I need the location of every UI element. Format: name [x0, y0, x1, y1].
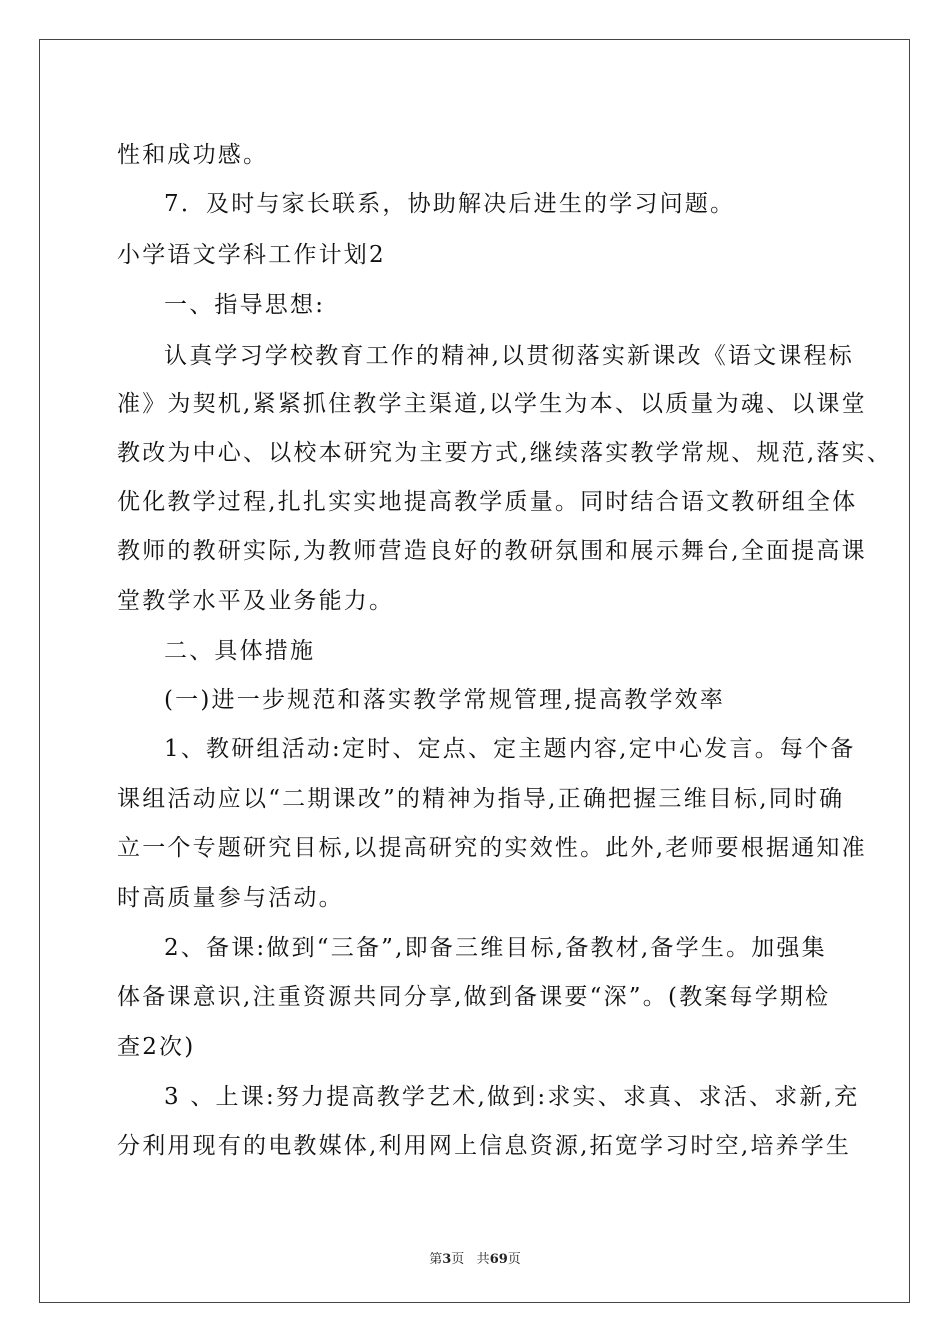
text-line: 准》为契机,紧紧抓住教学主渠道,以学生为本、以质量为魂、以课堂 [117, 391, 867, 417]
text-line: 2、备课:做到“三备”,即备三维目标,备教材,备学生。加强集 [164, 935, 827, 961]
page-footer [0, 1248, 950, 1267]
text-line: 一、指导思想: [164, 292, 326, 318]
text-line: 1、教研组活动:定时、定点、定主题内容,定中心发言。每个备 [164, 736, 856, 762]
text-line: 认真学习学校教育工作的精神,以贯彻落实新课改《语文课程标 [164, 343, 854, 369]
page-prefix: 第 [429, 1252, 443, 1267]
text-line: 时高质量参与活动。 [117, 885, 344, 911]
total-prefix: 共 [476, 1252, 490, 1267]
text-line: 查2次) [117, 1034, 196, 1060]
text-line: 堂教学水平及业务能力。 [117, 588, 395, 614]
total-unit: 页 [507, 1252, 521, 1267]
text-line: 课组活动应以“二期课改”的精神为指导,正确把握三维目标,同时确 [117, 786, 845, 812]
section-heading: 小学语文学科工作计划2 [117, 242, 386, 268]
text-line: 7．及时与家长联系，协助解决后进生的学习问题。 [164, 191, 736, 217]
text-line: 教改为中心、以校本研究为主要方式,继续落实教学常规、规范,落实、 [117, 440, 893, 466]
text-line: 体备课意识,注重资源共同分享,做到备课要“深”。(教案每学期检 [117, 984, 831, 1010]
text-line: 性和成功感。 [117, 142, 269, 168]
page-border [39, 39, 910, 1303]
page-number: 3 [442, 1252, 452, 1267]
text-line: 二、具体措施 [164, 638, 316, 664]
text-line: 分利用现有的电教媒体,利用网上信息资源,拓宽学习时空,培养学生 [117, 1133, 852, 1159]
text-line: 立一个专题研究目标,以提高研究的实效性。此外,老师要根据通知准 [117, 835, 867, 861]
text-line: 优化教学过程,扎扎实实地提高教学质量。同时结合语文教研组全体 [117, 489, 858, 515]
text-line: (一)进一步规范和落实教学常规管理,提高教学效率 [164, 687, 726, 713]
page-unit: 页 [451, 1252, 465, 1267]
text-line: 3 、上课:努力提高教学艺术,做到:求实、求真、求活、求新,充 [164, 1084, 860, 1110]
text-line: 教师的教研实际,为教师营造良好的教研氛围和展示舞台,全面提高课 [117, 538, 867, 564]
total-pages: 69 [489, 1252, 508, 1267]
